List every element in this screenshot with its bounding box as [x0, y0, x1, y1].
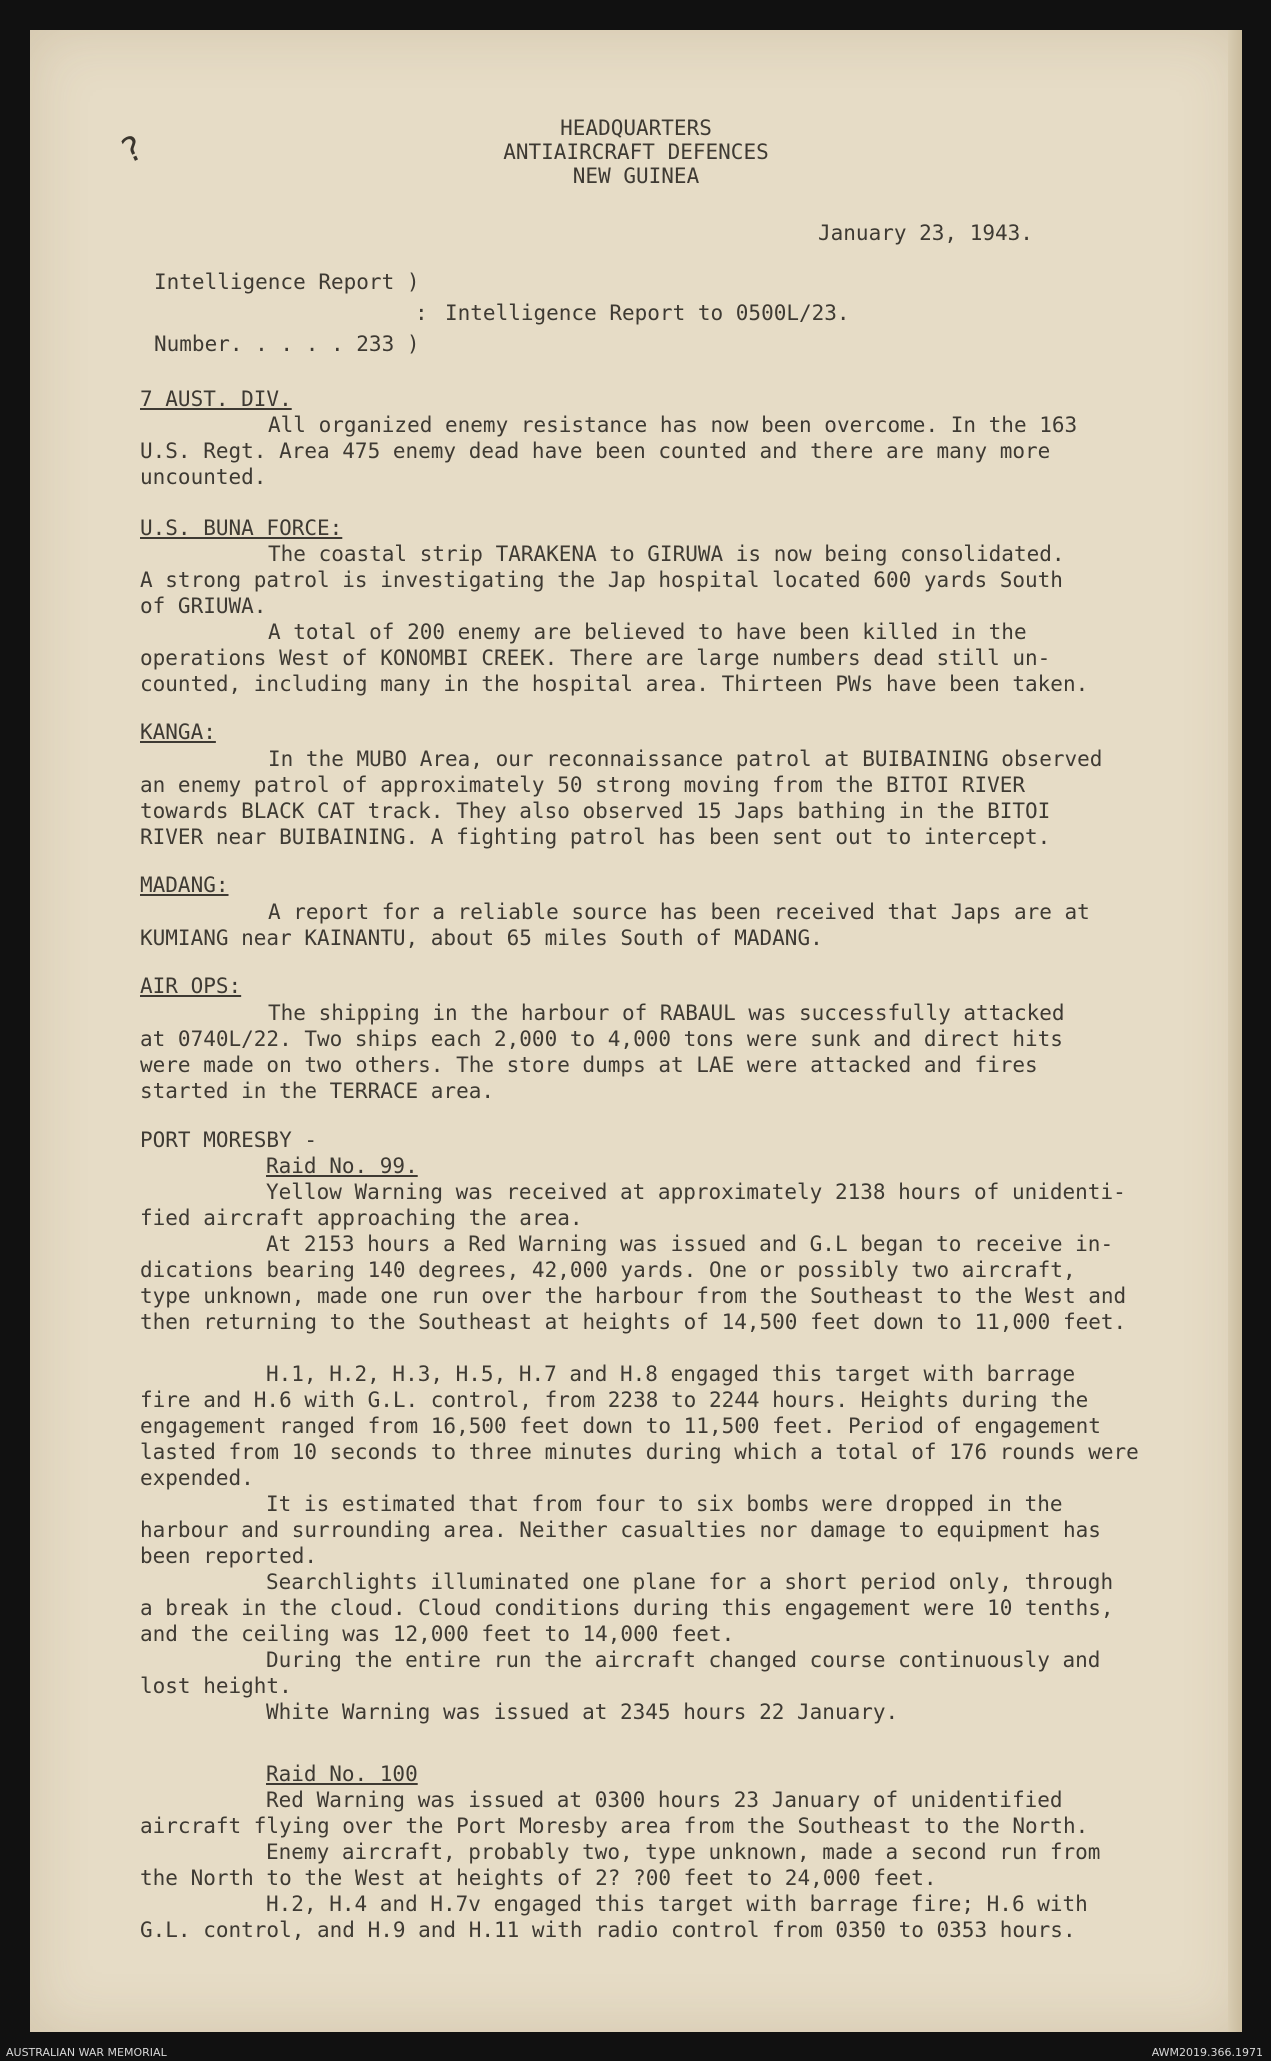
text-line: lasted from 10 seconds to three minutes during which a total of 176 rounds were — [140, 1440, 1139, 1464]
report-date: January 23, 1943. — [818, 221, 1033, 245]
text-line: started in the TERRACE area. — [140, 1079, 495, 1103]
text-line: type unknown, made one run over the harbour from the Southeast to the West and — [140, 1284, 1127, 1308]
text-line: were made on two others. The store dumps at LAE were attacked and fires — [140, 1053, 1038, 1077]
text-line: During the entire run the aircraft changed course continuously and — [266, 1648, 1101, 1672]
report-title: Intelligence Report to 0500L/23. — [445, 301, 850, 325]
text-line: at 0740L/22. Two ships each 2,000 to 4,000 tons were sunk and direct hits — [140, 1027, 1063, 1051]
section-heading-kanga: KANGA: — [140, 720, 216, 744]
text-line: dications bearing 140 degrees, 42,000 yards. One or possibly two aircraft, — [140, 1258, 1076, 1282]
document-page — [30, 30, 1242, 2032]
text-line: Yellow Warning was received at approximately 2138 hours of unidenti- — [266, 1180, 1126, 1204]
text-line: H.1, H.2, H.3, H.5, H.7 and H.8 engaged this target with barrage — [266, 1362, 1076, 1386]
document-body — [30, 30, 1242, 2032]
text-line: A strong patrol is investigating the Jap hospital located 600 yards South — [140, 568, 1063, 592]
text-line: A report for a reliable source has been received that Japs are at — [268, 900, 1090, 924]
text-line: then returning to the Southeast at heights of 14,500 feet down to 11,000 feet. — [140, 1310, 1127, 1334]
text-line: lost height. — [140, 1674, 292, 1698]
text-line: G.L. control, and H.9 and H.11 with radio control from 0350 to 0353 hours. — [140, 1918, 1076, 1942]
report-number: Number. . . . . 233 ) — [154, 332, 420, 356]
text-line: Searchlights illuminated one plane for a short period only, through — [266, 1570, 1114, 1594]
text-line: expended. — [140, 1466, 254, 1490]
raid-99-heading: Raid No. 99. — [266, 1154, 418, 1178]
text-line: towards BLACK CAT track. They also observed 15 Japs bathing in the BITOI — [140, 799, 1051, 823]
text-line: H.2, H.4 and H.7v engaged this target with barrage fire; H.6 with — [266, 1892, 1088, 1916]
text-line: fire and H.6 with G.L. control, from 2238 to 2244 hours. Heights during the — [140, 1388, 1089, 1412]
text-line: engagement ranged from 16,500 feet down to 11,500 feet. Period of engagement — [140, 1414, 1101, 1438]
section-heading-buna-force: U.S. BUNA FORCE: — [140, 516, 343, 540]
text-line: a break in the cloud. Cloud conditions during this engagement were 10 tenths, — [140, 1596, 1114, 1620]
text-line: KUMIANG near KAINANTU, about 65 miles South of MADANG. — [140, 926, 823, 950]
text-line: White Warning was issued at 2345 hours 22 January. — [266, 1700, 899, 1724]
section-heading-air-ops: AIR OPS: — [140, 974, 242, 998]
text-line: The shipping in the harbour of RABAUL was successfully attacked — [268, 1001, 1065, 1025]
handwritten-mark: ? — [114, 127, 150, 173]
text-line: RIVER near BUIBAINING. A fighting patrol has been sent out to intercept. — [140, 825, 1051, 849]
section-heading-7-aust-div: 7 AUST. DIV. — [140, 387, 292, 411]
report-colon: : — [415, 301, 428, 325]
text-line: The coastal strip TARAKENA to GIRUWA is now being consolidated. — [268, 542, 1065, 566]
text-line: In the MUBO Area, our reconnaissance patrol at BUIBAINING observed — [268, 747, 1103, 771]
text-line: an enemy patrol of approximately 50 strong moving from the BITOI RIVER — [140, 773, 1026, 797]
text-line: A total of 200 enemy are believed to have been killed in the — [268, 620, 1027, 644]
text-line: It is estimated that from four to six bombs were dropped in the — [266, 1492, 1063, 1516]
text-line: counted, including many in the hospital area. Thirteen PWs have been taken. — [140, 672, 1089, 696]
footer-credit: AUSTRALIAN WAR MEMORIAL — [6, 2046, 167, 2059]
text-line: uncounted. — [140, 465, 267, 489]
text-line: U.S. Regt. Area 475 enemy dead have been counted and there are many more — [140, 439, 1051, 463]
report-label-1: Intelligence Report ) — [154, 270, 420, 294]
raid-100-heading: Raid No. 100 — [266, 1762, 418, 1786]
text-line: of GRIUWA. — [140, 594, 267, 618]
header-line-3: NEW GUINEA — [572, 164, 700, 188]
text-line: Red Warning was issued at 0300 hours 23 January of unidentified — [266, 1788, 1063, 1812]
header-line-2: ANTIAIRCRAFT DEFENCES — [503, 140, 769, 164]
text-line: aircraft flying over the Port Moresby area from the Southeast to the North. — [140, 1814, 1089, 1838]
text-line: operations West of KONOMBI CREEK. There are large numbers dead still un- — [140, 646, 1051, 670]
text-line: Enemy aircraft, probably two, type unknown, made a second run from — [266, 1840, 1101, 1864]
footer-accession-number: AWM2019.366.1971 — [1151, 2046, 1263, 2059]
text-line: harbour and surrounding area. Neither casualties nor damage to equipment has — [140, 1518, 1101, 1542]
section-heading-madang: MADANG: — [140, 873, 229, 897]
text-line: been reported. — [140, 1544, 318, 1568]
text-line: and the ceiling was 12,000 feet to 14,000 feet. — [140, 1622, 735, 1646]
text-line: fied aircraft approaching the area. — [140, 1206, 583, 1230]
text-line: the North to the West at heights of 2? ?00 feet to 24,000 feet. — [140, 1866, 937, 1890]
text-line: All organized enemy resistance has now been overcome. In the 163 — [268, 413, 1078, 437]
section-heading-port-moresby: PORT MORESBY - — [140, 1128, 318, 1152]
header-line-1: HEADQUARTERS — [560, 116, 712, 140]
text-line: At 2153 hours a Red Warning was issued and G.L began to receive in- — [266, 1232, 1114, 1256]
